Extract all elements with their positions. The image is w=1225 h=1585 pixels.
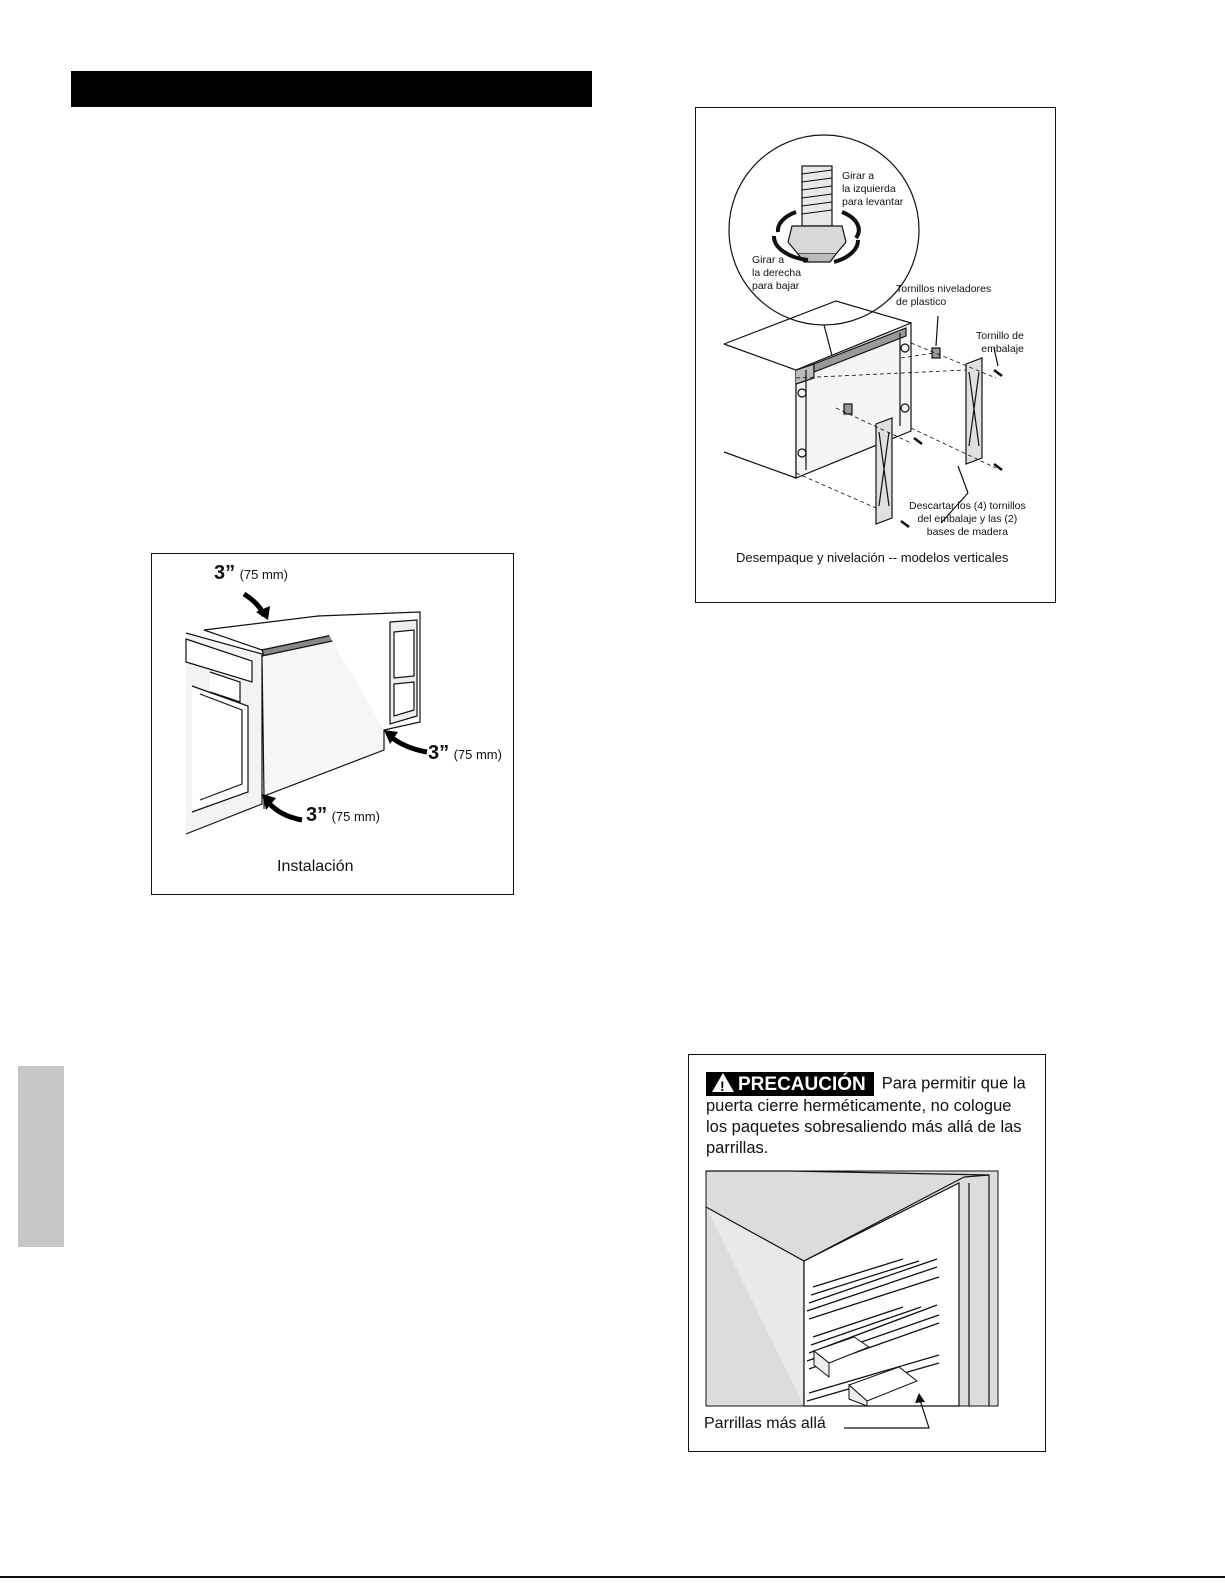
turn-right-label: Girar a la derecha para bajar	[752, 254, 802, 292]
shelves-label: Parrillas más allá	[704, 1415, 826, 1432]
dimension-right-value: 3”	[428, 742, 450, 764]
turn-left-label: Girar a la izquierda para levantar	[842, 170, 904, 208]
installation-caption: Instalación	[277, 858, 354, 875]
installation-illustration	[152, 554, 514, 895]
dimension-bottom	[306, 804, 380, 827]
dimension-top	[214, 562, 288, 585]
page-bottom-rule	[0, 1576, 1225, 1578]
leveling-caption: Desempaque y nivelación -- modelos verticales	[736, 550, 1009, 565]
dimension-right-unit: (75 mm)	[453, 747, 502, 762]
installation-figure	[151, 553, 514, 895]
caution-message: Para permitir que la puerta cierre herméticamente, no cologue los paquetes sobresaliendo más allá de las parrillas.	[706, 1074, 1026, 1157]
dimension-right	[428, 742, 502, 765]
side-tab	[18, 1066, 64, 1247]
shipping-screw-label: Tornillo de embalaje	[976, 330, 1024, 355]
section-header-bar	[71, 71, 592, 107]
dimension-top-unit: (75 mm)	[239, 567, 288, 582]
dimension-bottom-value: 3”	[306, 804, 328, 826]
dimension-top-value: 3”	[214, 562, 236, 584]
caution-figure	[688, 1054, 1046, 1452]
dimension-bottom-unit: (75 mm)	[331, 809, 380, 824]
caution-badge-label: PRECAUCIÓN	[738, 1074, 866, 1095]
leveling-screws-label: Tornillos niveladores de plastico	[896, 283, 992, 308]
shelves-illustration	[689, 1055, 1046, 1452]
discard-label: Descartar los (4) tornillos del embalaje y las (2) bases de madera	[909, 500, 1026, 538]
leveling-figure	[695, 107, 1056, 603]
